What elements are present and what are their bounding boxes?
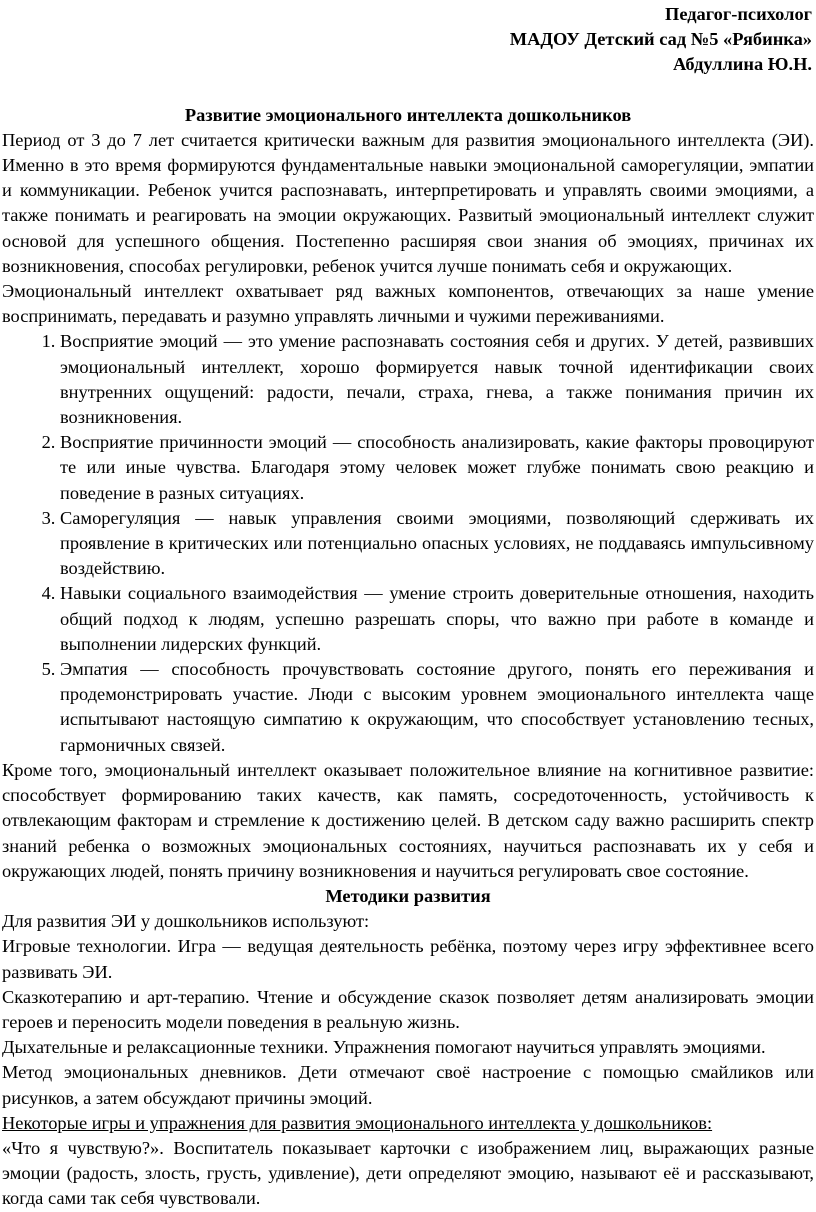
- list-item: 2. Восприятие причинности эмоций — способность анализировать, какие факторы провоцируют те или иные чувства. Благодаря этому человек может глубже понимать свою реакцию и поведение в разных ситуациях.: [60, 430, 814, 506]
- components-list: [2, 329, 814, 757]
- author-block: [2, 2, 814, 78]
- methods-intro: Для развития ЭИ у дошкольников используют:: [2, 911, 370, 932]
- document-title: Развитие эмоционального интеллекта дошкольников: [184, 104, 632, 125]
- author-organization: МАДОУ Детский сад №5 «Рябинка»: [509, 29, 812, 50]
- components-intro-paragraph: Эмоциональный интеллект охватывает ряд важных компонентов, отвечающих за наше умение воспринимать, передавать и разумно управлять личными и чужими переживаниями.: [2, 281, 814, 327]
- author-name: Абдуллина Ю.Н.: [673, 54, 812, 75]
- author-position: Педагог-психолог: [665, 4, 812, 24]
- game-item: «Что я чувствую?». Воспитатель показывает карточки с изображением лиц, выражающих разные эмоции (радость, злость, грусть, удивление), дети определяют эмоцию, называют её и рассказывают, когда сами так себя чувствовали.: [2, 1137, 814, 1209]
- method-item: Сказкотерапию и арт-терапию. Чтение и обсуждение сказок позволяет детям анализировать эмоции героев и переносить модели поведения в реальную жизнь.: [2, 986, 814, 1032]
- methods-heading: Методики развития: [325, 885, 491, 906]
- list-item: 1. Восприятие эмоций — это умение распознавать состояния себя и других. У детей, развивших эмоциональный интеллект, хорошо формируется навык точной идентификации своих внутренних ощущений: радости, печали, страха, гнева, а также понимания причин их возникновения.: [60, 329, 814, 430]
- conclusion-paragraph: Кроме того, эмоциональный интеллект оказывает положительное влияние на когнитивное развитие: способствует формированию таких качеств, как память, сосредоточенность, устойчивость к отвлекающим факторам и стремление к достижению целей. В детском саду важно расширить спектр знаний ребенка о возможных эмоциональных состояниях, научиться распознавать их у себя и окружающих людей, понять причину возникновения и научиться регулировать свое состояние.: [2, 759, 814, 881]
- list-item: 4. Навыки социального взаимодействия — умение строить доверительные отношения, находить общий подход к людям, успешно разрешать споры, что важно при работе в команде и выполнении лидерских функций.: [60, 581, 814, 657]
- games-heading: Некоторые игры и упражнения для развития эмоционального интеллекта у дошкольников:: [2, 1112, 713, 1133]
- method-item: Метод эмоциональных дневников. Дети отмечают своё настроение с помощью смайликов или рисунков, а затем обсуждают причины эмоций.: [2, 1062, 814, 1108]
- intro-paragraph: Период от 3 до 7 лет считается критически важным для развития эмоционального интеллекта (ЭИ). Именно в это время формируются фундаментальные навыки эмоциональной саморегуляции, эмпатии и коммуникации. Ребенок учится распознавать, интерпретировать и управлять своими эмоциями, а также понимать и реагировать на эмоции окружающих. Развитый эмоциональный интеллект служит основой для успешного общения. Постепенно расширяя свои знания об эмоциях, причинах их возникновения, способах регулировки, ребенок учится лучше понимать себя и окружающих.: [2, 129, 814, 276]
- method-item: Дыхательные и релаксационные техники. Упражнения помогают научиться управлять эмоциями.: [2, 1037, 766, 1058]
- list-item: 3. Саморегуляция — навык управления своими эмоциями, позволяющий сдерживать их проявление в критических или потенциально опасных условиях, не поддаваясь импульсивному воздействию.: [60, 506, 814, 582]
- method-item: Игровые технологии. Игра — ведущая деятельность ребёнка, поэтому через игру эффективнее всего развивать ЭИ.: [2, 936, 814, 982]
- list-item: 5. Эмпатия — способность прочувствовать состояние другого, понять его переживания и продемонстрировать участие. Люди с высоким уровнем эмоционального интеллекта чаще испытывают настоящую симпатию к окружающим, что способствует установлению тесных, гармоничных связей.: [60, 657, 814, 758]
